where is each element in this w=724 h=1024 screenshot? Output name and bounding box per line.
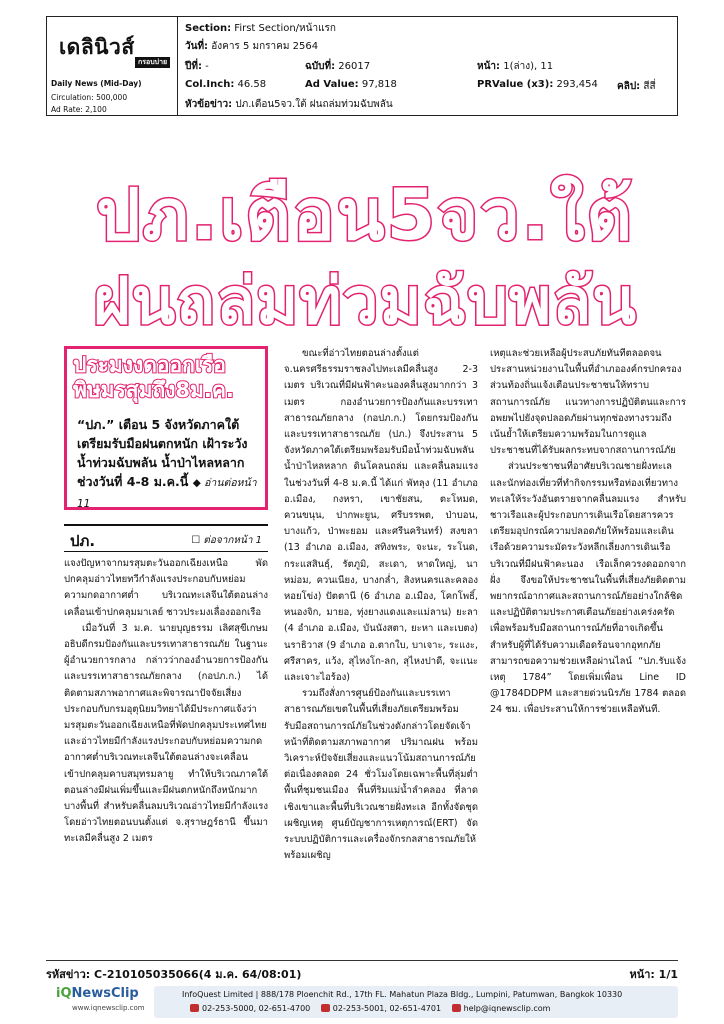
iqnewsclip-logo <box>56 986 139 1001</box>
colinch-label: Col.Inch: <box>185 79 235 90</box>
headline-line-1: ปภ.เตือน5จว.ใต้ <box>96 174 634 256</box>
ad-rate: Ad Rate: 2,100 <box>51 105 107 114</box>
page-cell <box>477 59 553 74</box>
fax-icon <box>321 1004 330 1012</box>
continued-on-page-link: ◆ อ่านต่อหน้า 11 <box>77 477 257 510</box>
topic-row <box>185 97 393 112</box>
year-label: ปีที่: <box>185 61 202 72</box>
topic-value: ปภ.เตือน5จว.ใต้ ฝนถล่มท่วมฉับพลัน <box>235 99 393 110</box>
sub-headline <box>73 353 263 403</box>
article-paragraph: ขณะที่อ่าวไทยตอนล่างตั้งแต่ จ.นครศรีธรรมราชลงไปทะเลมีคลื่นสูง 2-3 เมตร บริเวณที่มีฝนฟ้าคะนองคลื่นสูงมากกว่า 3 เมตร กองอำนวยการป้องกันและบรรเทาสาธารณภัยกลาง (กอปภ.ก.) โดยกรมป้องกันและบรรเทาสาธารณภัย (ปภ.) จึงประสาน 5 จังหวัดภาคใต้เตรียมพร้อมรับมือน้ำท่วมฉับพลัน น้ำป่าไหลหลาก ดินโคลนถล่ม และคลื่นลมแรง ในช่วงวันที่ 4-8 ม.ค.นี้ ได้แก่ พัทลุง (11 อำเภอ อ.เมือง, กงหรา, เขาชัยสน, ตะโหมด, ควนขนุน, ปากพะยูน, ศรีบรรพต, ป่าบอน, บางแก้ว, ป่าพะยอม และศรีนครินทร์) สงขลา (13 อำเภอ อ.เมือง, สทิงพระ, จะนะ, ระโนด, กระแสสินธุ์, รัตภูมิ, สะเดา, หาดใหญ่, นาหม่อม, ควนเนียง, บางกล่ำ, สิงหนครและคลองหอยโข่ง) ปัตตานี (6 อำเภอ อ.เมือง, โคกโพธิ์, หนองจิก, มายอ, ทุ่งยางแดงและแม่ลาน) ยะลา (4 อำเภอ อ.เมือง, บันนังสตา, ยะหา และเบตง) นราธิวาส (9 อำเภอ อ.ตากใบ, บาเจาะ, ระแงะ, ศรีสาคร, แว้ง, สุไหงโก-ลก, สุไหงปาดี, จะแนะ และเจาะไอร้อง) <box>284 348 478 684</box>
article-paragraph: แจงปัญหาจากมรสุมตะวันออกเฉียงเหนือ พัดปกคลุมอ่าวไทยทวีกำลังแรงประกอบกับหย่อมความกดอากาศต่ำ บริเวณทะเลจีนใต้ตอนล่างเคลื่อนเข้าปกคลุมมาเลย์ ชาวประมงเลื่องออกเรือ <box>64 558 268 618</box>
contact-bar <box>154 986 678 1018</box>
company-address: InfoQuest Limited | 888/178 Ploenchit Rd., 17th FL. Mahatun Plaza Bldg., Lumpini, Patumwan, Bangkok 10330 <box>182 990 623 999</box>
page-label: หน้า: <box>477 61 501 72</box>
article-paragraph: รวมถึงสั่งการศูนย์ป้องกันและบรรเทาสาธารณภัยเขตในพื้นที่เสี่ยงภัยเตรียมพร้อมรับมือสถานการณ์ภัยในช่วงดังกล่าวโดยจัดเจ้าหน้าที่ติดตามสภาพอากาศ ปริมาณฝน พร้อมวิเคราะห์ปัจจัยเสี่ยงและแนวโน้มสถานการณ์ภัยต่อเนื่องตลอด 24 ชั่วโมงโดยเฉพาะพื้นที่ลุ่มต่ำพื้นที่ชุมชนเมือง พื้นที่ริมแม่น้ำลำคลอง ที่ลาดเชิงเขาและพื้นที่บริเวณชายฝั่งทะเล อีกทั้งจัดชุดเผชิญเหตุ ศูนย์บัญชาการเหตุการณ์(ERT) จัดระบบปฏิบัติการและเครื่องจักรกลสาธารณภัยให้พร้อมเผชิญ <box>284 688 478 862</box>
sub-headline-line-2: พิษมรสุมถึง8ม.ค. <box>73 378 234 402</box>
clipping-header <box>46 16 678 116</box>
topic-label: หัวข้อข่าว: <box>185 99 233 110</box>
colinch-value: 46.58 <box>237 79 267 90</box>
continued-from-label: ☐ ต่อจากหน้า 1 <box>191 535 262 546</box>
year-cell <box>185 59 209 74</box>
article-column-1 <box>64 556 268 848</box>
issue-value: 26017 <box>338 61 371 72</box>
date-label: วันที่: <box>185 41 209 52</box>
news-code: รหัสข่าว: C-210105035066(4 ม.ค. 64/08:01) <box>46 968 302 981</box>
sub-story-text <box>77 415 261 514</box>
phone-icon <box>190 1004 199 1012</box>
publication-panel <box>47 17 178 115</box>
email-icon <box>452 1004 461 1012</box>
date-row <box>185 39 318 54</box>
edition-badge: กรอบบ่าย <box>135 57 170 68</box>
article-column-3 <box>490 346 686 719</box>
section-row <box>185 21 336 36</box>
advalue-label: Ad Value: <box>305 79 359 90</box>
clipping-metadata <box>177 17 677 115</box>
advalue-cell <box>305 79 397 90</box>
issue-label: ฉบับที่: <box>305 61 336 72</box>
brand-website: www.iqnewsclip.com <box>72 1004 145 1012</box>
section-label: Section: <box>185 23 232 34</box>
email-address[interactable]: help@iqnewsclip.com <box>463 1004 551 1013</box>
sub-story-box <box>64 346 268 510</box>
article-paragraph: เหตุและช่วยเหลือผู้ประสบภัยทันทีตลอดจนประสานหน่วยงานในพื้นที่อำเภอองค์กรปกครองส่วนท้องถิ่นแจ้งเตือนประชาชนให้ทราบสถานการณ์ภัย แนวทางการปฏิบัติตนและการอพยพไปยังจุดปลอดภัยผ่านทุกช่องทางรวมถึงเน้นย้ำให้เตรียมความพร้อมในการดูแลประชาชนที่ได้รับผลกระทบจากสถานการณ์ภัย <box>490 348 686 457</box>
section-value: First Section/หน้าแรก <box>234 23 336 34</box>
prvalue-cell <box>477 79 598 90</box>
phone-number: 02-253-5000, 02-651-4700 <box>202 1004 311 1013</box>
article-column-2 <box>284 346 478 865</box>
year-value: - <box>205 61 209 72</box>
date-value: อังคาร 5 มกราคม 2564 <box>211 41 319 52</box>
sub-story-lead: “ปภ.” เตือน 5 จังหวัดภาคใต้ เตรียมรับมือฝนตกหนัก เฝ้าระวังน้ำท่วมฉับพลัน น้ำป่าไหลหลาก ช่วงวันที่ 4-8 ม.ค.นี้ <box>77 417 248 489</box>
circulation: Circulation: 500,000 <box>51 93 128 102</box>
prvalue-value: 293,454 <box>556 79 598 90</box>
continuation-tag-name: ปภ. <box>70 532 96 550</box>
page-value: 1(ล่าง), 11 <box>503 61 554 72</box>
page-count: หน้า: 1/1 <box>629 968 678 981</box>
clip-cell <box>617 79 656 94</box>
sub-headline-line-1: ประมงงดออกเรือ <box>73 353 226 377</box>
article-paragraph: ส่วนประชาชนที่อาศัยบริเวณชายฝั่งทะเลและนักท่องเที่ยวที่ทำกิจกรรมหรือท่องเที่ยวทางทะเลให้ระวังอันตรายจากคลื่นลมแรง สำหรับชาวเรือและผู้ประกอบการเดินเรือโดยสารควรเตรียมอุปกรณ์ความปลอดภัยให้พร้อมและเดินเรือด้วยความระมัดระวังหลีกเลี่ยงการเดินเรือบริเวณที่มีฝนฟ้าคะนอง เรือเล็กควรงดออกจากฝั่ง จึงขอให้ประชาชนในพื้นที่เสี่ยงภัยติดตามพยากรณ์อากาศและสถานการณ์ภัยอย่างใกล้ชิด และปฏิบัติตามประกาศเตือนภัยอย่างเคร่งครัดเพื่อพร้อมรับมือสถานการณ์ภัยที่อาจเกิดขึ้น สำหรับผู้ที่ได้รับความเดือดร้อนจากอุทกภัย สามารถขอความช่วยเหลือผ่านไลน์ “ปภ.รับแจ้งเหตุ 1784” โดยเพิ่มเพื่อน Line ID @1784DDPM และสายด่วนนิรภัย 1784 ตลอด 24 ชม. เพื่อประสานให้การช่วยเหลือทันที. <box>490 461 686 716</box>
brand-iq: iQ <box>56 986 72 1001</box>
issue-cell <box>305 59 370 74</box>
brand-name: NewsClip <box>71 986 139 1001</box>
clip-label: คลิป: <box>617 81 641 92</box>
clip-value: สีสี่ <box>643 81 656 92</box>
colinch-cell <box>185 79 266 90</box>
prvalue-label: PRValue (x3): <box>477 79 554 90</box>
headline-line-2: ฝนถล่มท่วมฉับพลัน <box>92 265 638 339</box>
footer-divider <box>46 960 678 961</box>
contact-row <box>182 1004 550 1013</box>
continuation-tag <box>64 524 268 552</box>
fax-number: 02-253-5001, 02-651-4701 <box>332 1004 442 1013</box>
article-paragraph: เมื่อวันที่ 3 ม.ค. นายบุญธรรม เลิศสุขีเกษม อธิบดีกรมป้องกันและบรรเทาสาธารณภัย ในฐานะผู้อำนวยการกลาง กล่าวว่ากองอำนวยการป้องกันและบรรเทาสาธารณภัยกลาง (กอปภ.ก.) ได้ติดตามสภาพอากาศและพิจารณาปัจจัยเสี่ยง ประกอบกับกรมอุตุนิยมวิทยาได้มีประกาศแจ้งว่ามรสุมตะวันออกเฉียงเหนือที่พัดปกคลุมประเทศไทยและอ่าวไทยมีกำลังแรงประกอบกับหย่อมความกดอากาศต่ำบริเวณทะเลจีนใต้ตอนล่างจะเคลื่อนเข้าปกคลุมคาบสมุทรมลายู ทำให้บริเวณภาคใต้ตอนล่างมีฝนเพิ่มขึ้นและมีฝนตกหนักถึงหนักมากบางพื้นที่ สำหรับคลื่นลมบริเวณอ่าวไทยมีกำลังแรง โดยอ่าวไทยตอนบนตั้งแต่ จ.สุราษฎร์ธานี ขึ้นมาทะเลมีคลื่นสูง 2 เมตร <box>64 622 268 845</box>
publication-logo: เดลินิวส์ <box>59 35 135 59</box>
advalue-value: 97,818 <box>361 79 397 90</box>
publication-name: Daily News (Mid-Day) <box>51 79 142 88</box>
